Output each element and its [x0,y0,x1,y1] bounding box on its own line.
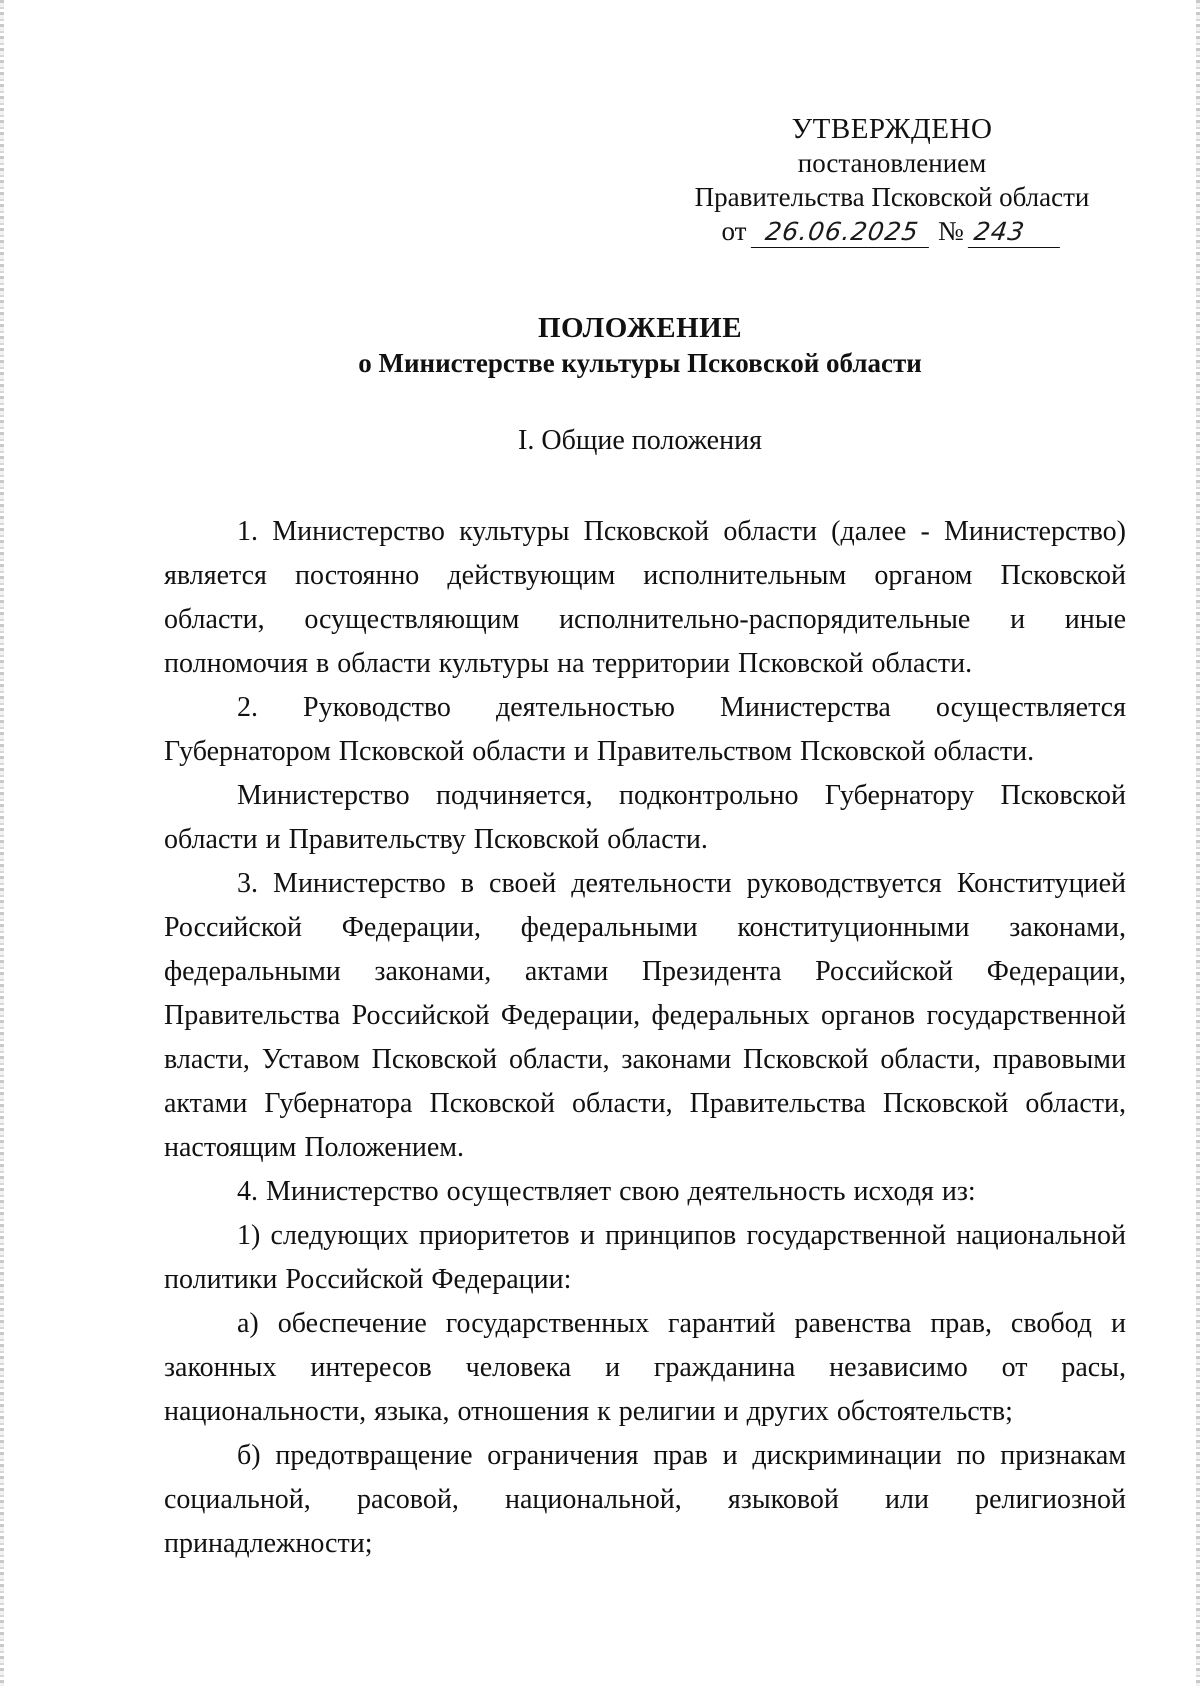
paragraph-1: 1. Министерство культуры Псковской области (далее - Министерство) является постоянно действующим исполнительным органом Псковской области, осуществляющим исполнительно-распорядительные и иные полномочия в области культуры на территории Псковской области. [164,516,1126,679]
handwritten-date: 26.06.2025 [751,217,933,248]
paragraph-4-item-1-a: а) обеспечение государственных гарантий равенства прав, свобод и законных интересов человека и гражданина независимо от расы, национальности, языка, отношения к религии и других обстоятельств; [164,1308,1126,1427]
title-line-1: ПОЛОЖЕНИЕ [537,312,743,344]
date-prefix: от [721,216,747,246]
approval-stamp-block [672,112,1112,248]
title-line-2: о Министерстве культуры Псковской области [358,348,922,378]
scan-edge-right [1196,0,1200,1686]
section-heading: I. Общие положения [518,425,762,456]
approval-line-government: Правительства Псковской области [694,182,1090,212]
document-title [150,310,1130,380]
paragraph-3: 3. Министерство в своей деятельности руководствуется Конституцией Российской Федерации, федеральными конституционными законами, федеральными законами, актами Президента Российской Федерации, Правительства Российской Федерации, федеральных органов государственной власти, Уставом Псковской области, законами Псковской области, правовыми актами Губернатора Псковской области, Правительства Псковской области, настоящим Положением. [164,868,1126,1163]
number-sign: № [937,216,964,246]
paragraph-4-item-1-b: б) предотвращение ограничения прав и дискриминации по признакам социальной, расовой, национальной, языковой или религиозной принадлежности; [164,1440,1126,1559]
approval-heading: УТВЕРЖДЕНО [791,113,993,145]
paragraph-2-continued: Министерство подчиняется, подконтрольно Губернатору Псковской области и Правительству Псковской области. [164,780,1126,855]
document-body [164,510,1126,1566]
paragraph-4: 4. Министерство осуществляет свою деятельность исходя из: [237,1176,976,1207]
approval-date-row [672,214,1112,248]
approval-line-resolution: постановлением [797,148,987,178]
paragraph-4-item-1: 1) следующих приоритетов и принципов государственной национальной политики Российской Федерации: [164,1220,1126,1295]
handwritten-number: 243 [968,217,1064,248]
scan-edge-left [0,0,4,1686]
paragraph-2: 2. Руководство деятельностью Министерства осуществляется Губернатором Псковской области и Правительством Псковской области. [164,692,1126,767]
